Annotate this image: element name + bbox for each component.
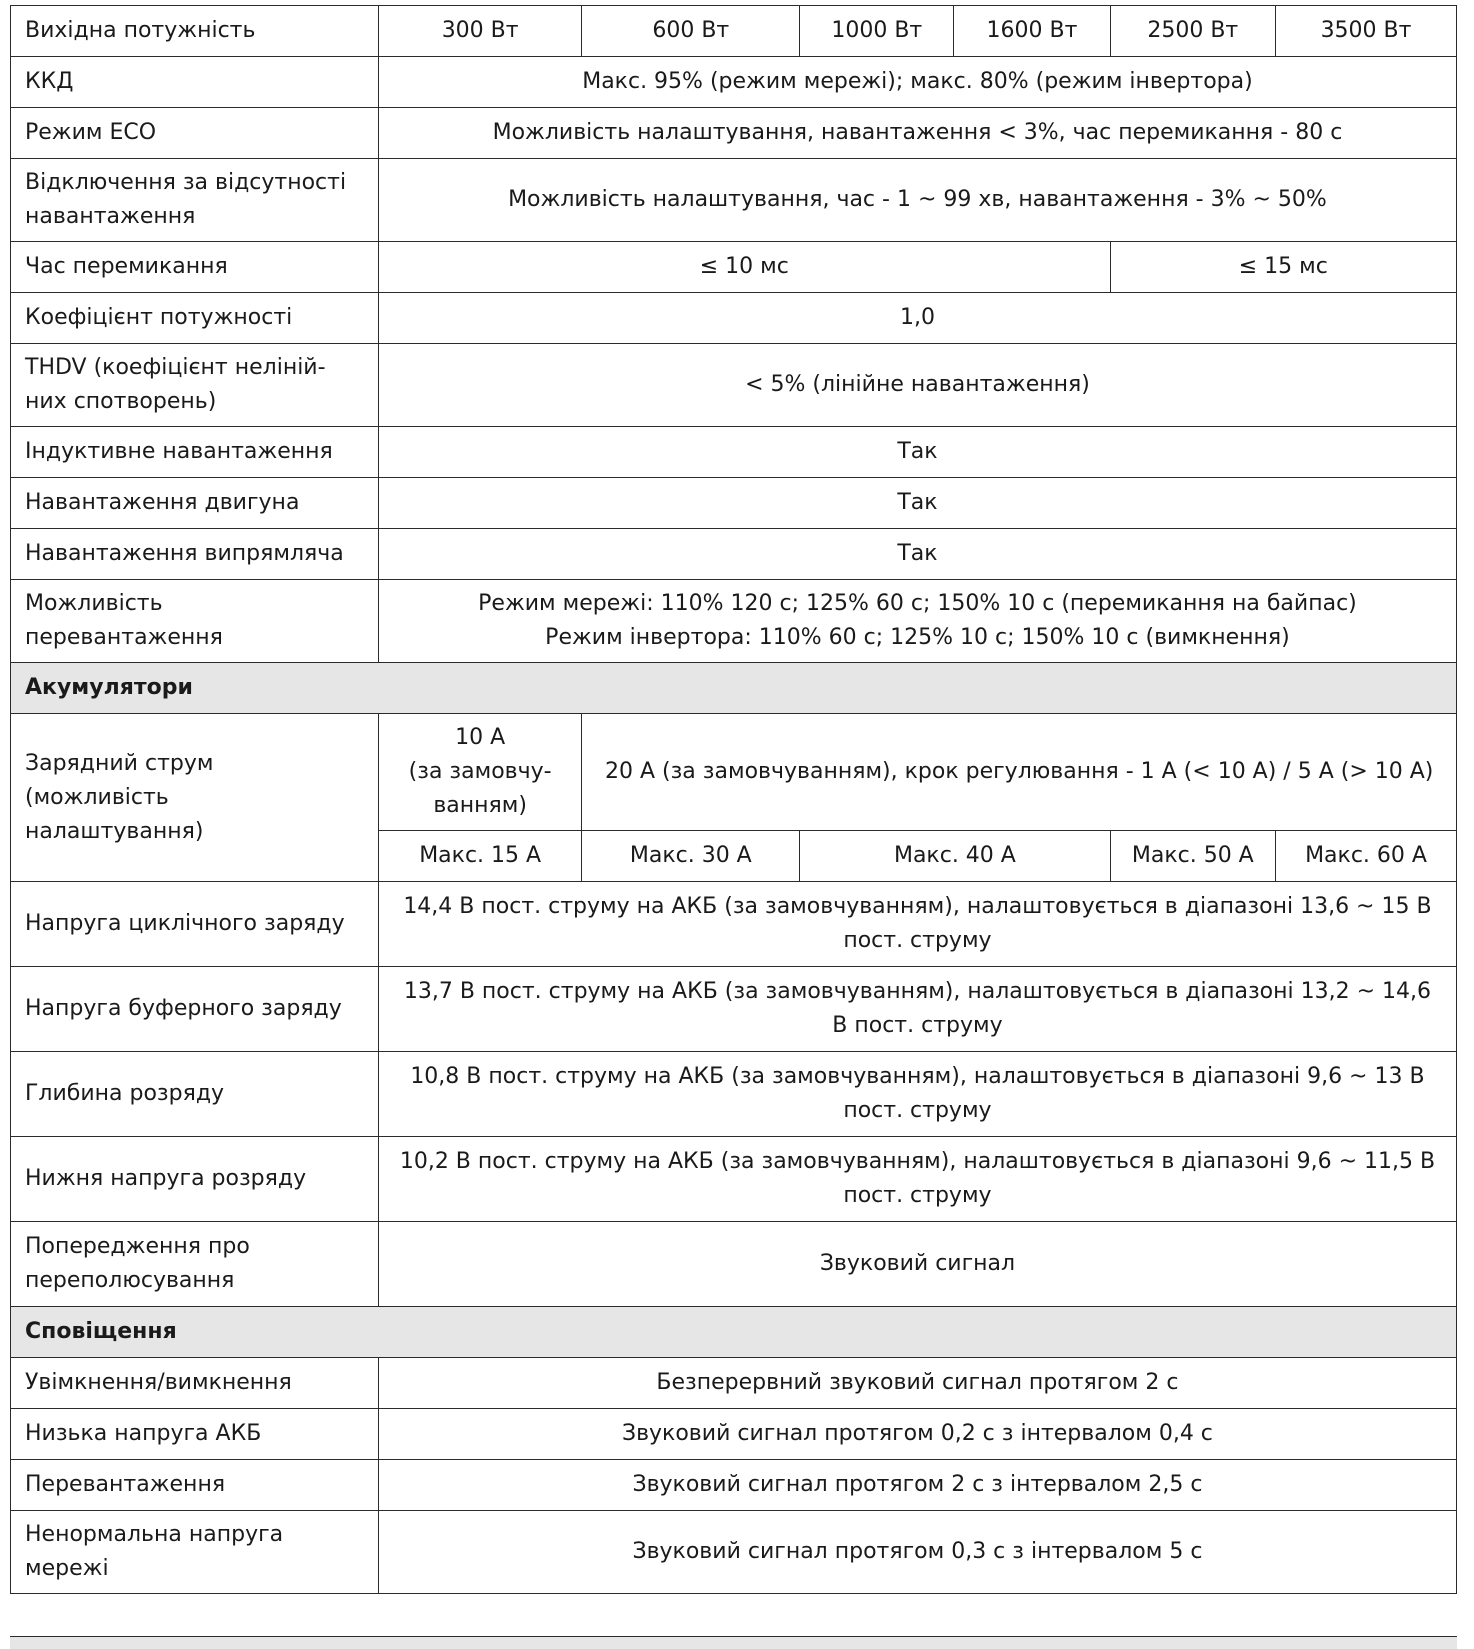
max-current-30a: Макс. 30 А — [582, 831, 800, 882]
spec-sheet — [10, 5, 1457, 1594]
row-value: < 5% (лінійне навантаження) — [378, 344, 1456, 427]
row-value: 1,0 — [378, 293, 1456, 344]
row-label: Напруга циклічного заряду — [11, 882, 379, 967]
row-label: Глибина розряду — [11, 1052, 379, 1137]
cell-line: 10 А — [455, 725, 506, 750]
table-row — [11, 1222, 1457, 1307]
max-current-15a: Макс. 15 А — [378, 831, 581, 882]
row-value: Так — [378, 478, 1456, 529]
row-value: Звуковий сигнал протягом 2 с з інтервалом 2,5 с — [378, 1460, 1456, 1511]
power-1600: 1600 Вт — [954, 6, 1110, 57]
row-label: Увімкнення/вимкнення — [11, 1358, 379, 1409]
row-value-line: 13,7 В пост. струму на АКБ (за замовчуванням), налаштовується в діапазоні 13,2 ~ 14,6 — [403, 979, 1432, 1004]
row-label: Вихідна потужність — [11, 6, 379, 57]
row-value: Звуковий сигнал протягом 0,3 с з інтервалом 5 с — [378, 1511, 1456, 1594]
row-label: Режим ECO — [11, 108, 379, 159]
row-label: Перевантаження — [11, 1460, 379, 1511]
table-row — [11, 1460, 1457, 1511]
row-label-line: переполюсування — [25, 1268, 235, 1293]
row-label: Навантаження випрямляча — [11, 529, 379, 580]
row-value — [378, 1052, 1456, 1137]
table-row — [11, 478, 1457, 529]
row-label-line: перевантаження — [25, 625, 223, 650]
table-row — [11, 882, 1457, 967]
cell-line: (за замовчу- — [408, 759, 552, 784]
row-label-line: них спотворень) — [25, 389, 217, 414]
table-row — [11, 427, 1457, 478]
table-row — [11, 580, 1457, 663]
row-value-line: 10,8 В пост. струму на АКБ (за замовчуванням), налаштовується в діапазоні 9,6 ~ 13 В — [410, 1064, 1425, 1089]
table-row — [11, 6, 1457, 57]
row-value-line: пост. струму — [843, 1183, 992, 1208]
row-value: Звуковий сигнал — [378, 1222, 1456, 1307]
row-value: Так — [378, 529, 1456, 580]
row-label: Нижня напруга розряду — [11, 1137, 379, 1222]
row-label: ККД — [11, 57, 379, 108]
max-current-40a: Макс. 40 А — [800, 831, 1110, 882]
row-label — [11, 1511, 379, 1594]
row-value-line: В пост. струму — [832, 1013, 1003, 1038]
row-label-line: Попередження про — [25, 1234, 250, 1259]
row-value — [378, 882, 1456, 967]
power-600: 600 Вт — [582, 6, 800, 57]
table-row — [11, 108, 1457, 159]
row-value: Макс. 95% (режим мережі); макс. 80% (режим інвертора) — [378, 57, 1456, 108]
specification-table — [10, 5, 1457, 1594]
table-row — [11, 1137, 1457, 1222]
row-label-line: (можливість — [25, 784, 169, 810]
row-label: Низька напруга АКБ — [11, 1409, 379, 1460]
row-label-line: навантаження — [25, 204, 196, 229]
row-label-line: налаштування) — [25, 818, 204, 844]
row-label-line: Відключення за відсутності — [25, 170, 347, 195]
table-row — [11, 159, 1457, 242]
charge-current-default-10a — [378, 714, 581, 831]
max-current-50a: Макс. 50 А — [1110, 831, 1275, 882]
power-300: 300 Вт — [378, 6, 581, 57]
row-value-line: 10,2 В пост. струму на АКБ (за замовчуванням), налаштовується в діапазоні 9,6 ~ 11,5 В — [399, 1149, 1436, 1174]
table-row — [11, 1052, 1457, 1137]
row-label — [11, 580, 379, 663]
section-header-row — [11, 1307, 1457, 1358]
table-row — [11, 57, 1457, 108]
table-row — [11, 1358, 1457, 1409]
table-row — [11, 344, 1457, 427]
row-value: Можливість налаштування, час - 1 ~ 99 хв, навантаження - 3% ~ 50% — [378, 159, 1456, 242]
charge-current-default-20a: 20 А (за замовчуванням), крок регулювання - 1 А (< 10 А) / 5 А (> 10 А) — [582, 714, 1457, 831]
cell-line: ванням) — [433, 793, 527, 818]
power-1000: 1000 Вт — [800, 6, 954, 57]
table-row — [11, 529, 1457, 580]
row-value — [378, 1137, 1456, 1222]
row-value-line: 14,4 В пост. струму на АКБ (за замовчуванням), налаштовується в діапазоні 13,6 ~ 15 В — [403, 894, 1432, 919]
row-value: Безперервний звуковий сигнал протягом 2 с — [378, 1358, 1456, 1409]
table-row — [11, 1511, 1457, 1594]
row-label-line: Можливість — [25, 591, 163, 616]
row-label-line: Ненормальна напруга — [25, 1522, 284, 1547]
row-label-line: THDV (коефіцієнт неліній- — [25, 355, 326, 380]
row-value-line: пост. струму — [843, 928, 992, 953]
row-label — [11, 714, 379, 882]
row-label: Напруга буферного заряду — [11, 967, 379, 1052]
row-value: Так — [378, 427, 1456, 478]
row-value: Можливість налаштування, навантаження < 3%, час перемикання - 80 с — [378, 108, 1456, 159]
row-label: Коефіцієнт потужності — [11, 293, 379, 344]
row-label: Час перемикання — [11, 242, 379, 293]
row-label — [11, 159, 379, 242]
row-value — [378, 580, 1456, 663]
table-row — [11, 242, 1457, 293]
row-label: Індуктивне навантаження — [11, 427, 379, 478]
section-title-alerts: Сповіщення — [11, 1307, 1457, 1358]
row-label-line: мережі — [25, 1556, 109, 1581]
table-row — [11, 293, 1457, 344]
power-3500: 3500 Вт — [1276, 6, 1457, 57]
section-header-row — [11, 663, 1457, 714]
row-label-line: Зарядний струм — [25, 750, 214, 776]
power-2500: 2500 Вт — [1110, 6, 1275, 57]
row-label — [11, 344, 379, 427]
row-label: Навантаження двигуна — [11, 478, 379, 529]
transfer-time-low: ≤ 10 мс — [378, 242, 1110, 293]
row-value-line: Режим мережі: 110% 120 с; 125% 60 с; 150% 10 с (перемикання на байпас) — [478, 591, 1357, 616]
row-value — [378, 967, 1456, 1052]
table-row — [11, 714, 1457, 831]
next-section-band — [10, 1636, 1457, 1649]
row-value: Звуковий сигнал протягом 0,2 с з інтервалом 0,4 с — [378, 1409, 1456, 1460]
transfer-time-high: ≤ 15 мс — [1110, 242, 1456, 293]
row-value-line: пост. струму — [843, 1098, 992, 1123]
row-label — [11, 1222, 379, 1307]
section-title-batteries: Акумулятори — [11, 663, 1457, 714]
max-current-60a: Макс. 60 А — [1276, 831, 1457, 882]
table-row — [11, 1409, 1457, 1460]
row-value-line: Режим інвертора: 110% 60 с; 125% 10 с; 150% 10 с (вимкнення) — [545, 625, 1290, 650]
table-row — [11, 967, 1457, 1052]
